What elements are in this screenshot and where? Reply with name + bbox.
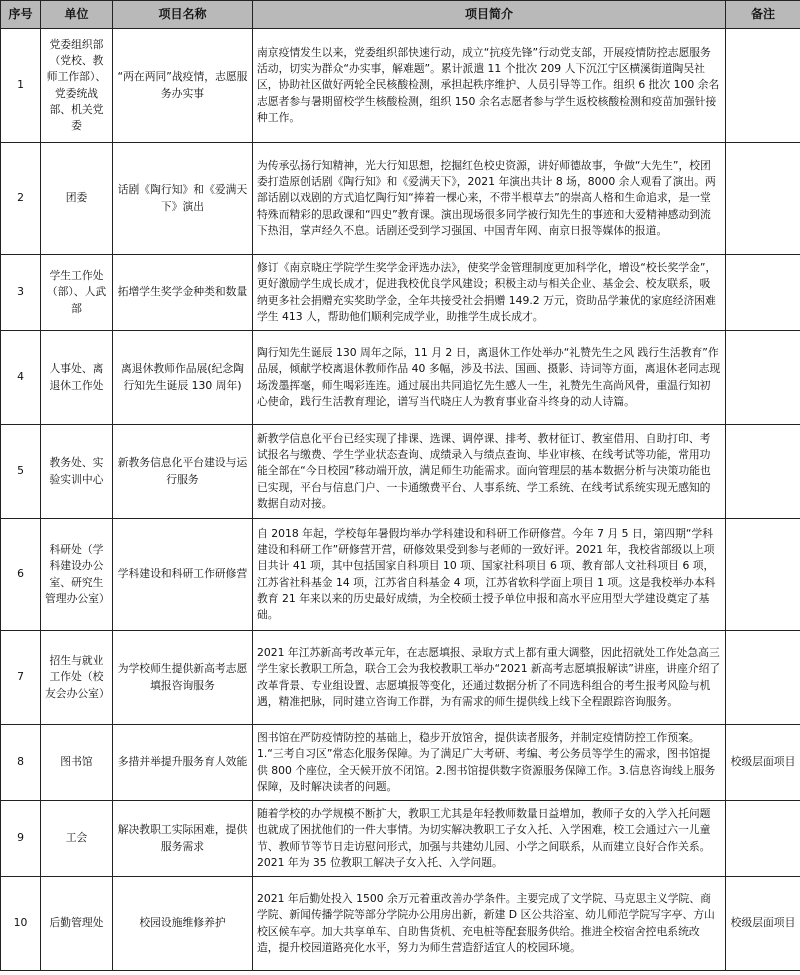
cell-note [726,631,800,725]
table-row [1,725,800,801]
cell-project: 解决教职工实际困难，提供服务需求 [113,801,253,877]
cell-project: 新教务信息化平台建设与运行服务 [113,425,253,519]
cell-unit: 学生工作处（部）、人武部 [41,255,113,331]
cell-project: 学科建设和科研工作研修营 [113,519,253,631]
cell-note [726,425,800,519]
cell-no: 6 [1,519,41,631]
cell-intro: 南京疫情发生以来，党委组织部快速行动，成立“抗疫先锋”行动党支部，开展疫情防控志愿服务活动，切实为群众“办实事，解难题”。累计派遣 11 个批次 209 人下沉江宁区横溪街道陶吴社区，协助社区做好两轮全民核酸检测，承担起秩序维护、人员引导等工作。组织 6 批次 100 余名志愿者参与暑期留校学生核酸检测，组织 150 余名志愿者参与学生返校核酸检测和疫苗加强针接种工作。 [253,29,726,143]
table-row [1,425,800,519]
cell-no: 4 [1,331,41,425]
header-intro: 项目简介 [253,1,726,29]
cell-project: 为学校师生提供新高考志愿填报咨询服务 [113,631,253,725]
header-note: 备注 [726,1,800,29]
cell-note [726,519,800,631]
table-row [1,631,800,725]
cell-intro: 新教学信息化平台已经实现了排课、选课、调停课、排考、教材征订、教室借用、自助打印、考试报名与缴费、学生学业状态查询、成绩录入与绩点查询、毕业审核、在线考试等功能，常用功能全部在“今日校园”移动端开放，满足师生功能需求。面向管理层的基本数据分析与决策功能也已实现，平台与信息门户、一卡通缴费平台、人事系统、学工系统、在线考试系统实现无感知的数据自动对接。 [253,425,726,519]
cell-note [726,801,800,877]
cell-note: 校级层面项目 [726,725,800,801]
cell-note [726,143,800,255]
header-project: 项目名称 [113,1,253,29]
cell-project: 话剧《陶行知》和《爱满天下》演出 [113,143,253,255]
cell-project: 离退休教师作品展(纪念陶行知先生诞辰 130 周年) [113,331,253,425]
cell-note [726,29,800,143]
cell-unit: 科研处（学科建设办公室、研究生管理办公室） [41,519,113,631]
cell-intro: 为传承弘扬行知精神，光大行知思想，挖掘红色校史资源，讲好师德故事，争做“大先生”，校团委打造原创话剧《陶行知》和《爱满天下》，2021 年演出共计 8 场，8000 余人观看了演出。两部话剧以戏剧的方式追忆陶行知“捧着一棵心来，不带半根草去”的崇高人格和生命追求，是一堂特殊而精彩的思政课和“四史”教育课。演出现场很多同学被行知先生的事迹和大爱精神感动到流下热泪，掌声经久不息。话剧还受到学习强国、中国青年网、南京日报等媒体的报道。 [253,143,726,255]
cell-unit: 工会 [41,801,113,877]
cell-unit: 教务处、实验实训中心 [41,425,113,519]
table-row [1,519,800,631]
header-unit: 单位 [41,1,113,29]
cell-project: 校园设施维修养护 [113,877,253,971]
cell-unit: 图书馆 [41,725,113,801]
cell-project: “两在两同”战疫情，志愿服务办实事 [113,29,253,143]
cell-intro: 2021 年后勤处投入 1500 余万元着重改善办学条件。主要完成了文学院、马克思主义学院、商学院、新闻传播学院等部分学院办公用房出新，新建 D 区公共浴室、幼儿师范学院写字亭、方山校区候车亭。加大共享单车、自助售货机、充电桩等配套服务供给。推进全校宿舍控电系统改造，提升校园道路亮化水平，努力为师生营造舒适宜人的校园环境。 [253,877,726,971]
cell-no: 9 [1,801,41,877]
cell-no: 5 [1,425,41,519]
cell-intro: 修订《南京晓庄学院学生奖学金评选办法》，使奖学金管理制度更加科学化，增设“校长奖学金”，更好激励学生成长成才，促进我校优良学风建设；积极主动与相关企业、基金会、校友联系，吸纳更多社会捐赠充实奖助学金，全年共接受社会捐赠 149.2 万元，资助品学兼优的家庭经济困难学生 413 人，帮助他们顺利完成学业，助推学生成长成才。 [253,255,726,331]
table-row [1,29,800,143]
cell-intro: 随着学校的办学规模不断扩大，教职工尤其是年轻教师数量日益增加，教师子女的入学入托问题也就成了困扰他们的一件大事情。为切实解决教职工子女入托、入学困难，校工会通过六一儿童节、教师节等节日走访慰问形式，加强与共建幼儿园、小学之间联系，从而建立良好合作关系。2021 年为 35 位教职工解决子女入托、入学问题。 [253,801,726,877]
cell-project: 拓增学生奖学金种类和数量 [113,255,253,331]
cell-intro: 陶行知先生诞辰 130 周年之际，11 月 2 日，离退休工作处举办“礼赞先生之风 践行生活教育”作品展，倾献学校离退休教师作品 40 多幅，涉及书法、国画、摄影、诗词等方面，离退休老同志现场泼墨挥毫，师生喝彩连连。通过展出共同追忆先生感人一生，礼赞先生高尚风骨，重温行知初心使命，践行生活教育理论，谱写当代晓庄人为教育事业奋斗终身的动人诗篇。 [253,331,726,425]
cell-no: 10 [1,877,41,971]
cell-note [726,331,800,425]
table-row [1,877,800,971]
table-row [1,143,800,255]
cell-unit: 人事处、离退休工作处 [41,331,113,425]
header-row [1,1,800,29]
cell-no: 3 [1,255,41,331]
table-body [1,29,800,971]
cell-no: 1 [1,29,41,143]
table-row [1,801,800,877]
cell-intro: 图书馆在严防疫情防控的基础上，稳步开放馆舍，提供读者服务，并制定疫情防控工作预案。1.“三考自习区”常态化服务保障。为了满足广大考研、考编、考公务员等学生的需求，图书馆提供 800 个座位，全天候开放不闭馆。2.图书馆提供数字资源服务保障工作。3.信息咨询线上服务保障，及时解决读者的问题。 [253,725,726,801]
cell-note: 校级层面项目 [726,877,800,971]
cell-unit: 后勤管理处 [41,877,113,971]
cell-intro: 2021 年江苏新高考改革元年，在志愿填报、录取方式上都有重大调整，因此招就处工作处急高三学生家长教职工所急，联合工会为我校教职工举办“2021 新高考志愿填报解读”讲座，讲座介绍了改革背景、专业组设置、志愿填报等变化，还通过数据分析了不同选科组合的考生报考风险与机遇，精准把脉，同时建立咨询工作群，为有需求的师生提供线上线下全程跟踪咨询服务。 [253,631,726,725]
cell-no: 2 [1,143,41,255]
header-no: 序号 [1,1,41,29]
cell-unit: 团委 [41,143,113,255]
table-header [1,1,800,29]
table-row [1,331,800,425]
cell-unit: 党委组织部（党校、教师工作部）、党委统战部、机关党委 [41,29,113,143]
cell-no: 8 [1,725,41,801]
cell-intro: 自 2018 年起，学校每年暑假均举办学科建设和科研工作研修营。今年 7 月 5 日，第四期“学科建设和科研工作”研修营开营，研修效果受到参与老师的一致好评。2021 年，我校省部级以上项目共计 41 项，其中包括国家自科项目 10 项、国家社科项目 6 项、教育部人文社科项目 6 项，江苏省社科基金 14 项，江苏省自科基金 4 项，江苏省软科学面上项目 1 项。这是我校举办本科教育 21 年来以来的历史最好成绩，为全校硕士授予单位申报和高水平应用型大学建设奠定了基础。 [253,519,726,631]
table-row [1,255,800,331]
cell-note [726,255,800,331]
cell-no: 7 [1,631,41,725]
cell-unit: 招生与就业工作处（校友会办公室） [41,631,113,725]
cell-project: 多措并举提升服务育人效能 [113,725,253,801]
